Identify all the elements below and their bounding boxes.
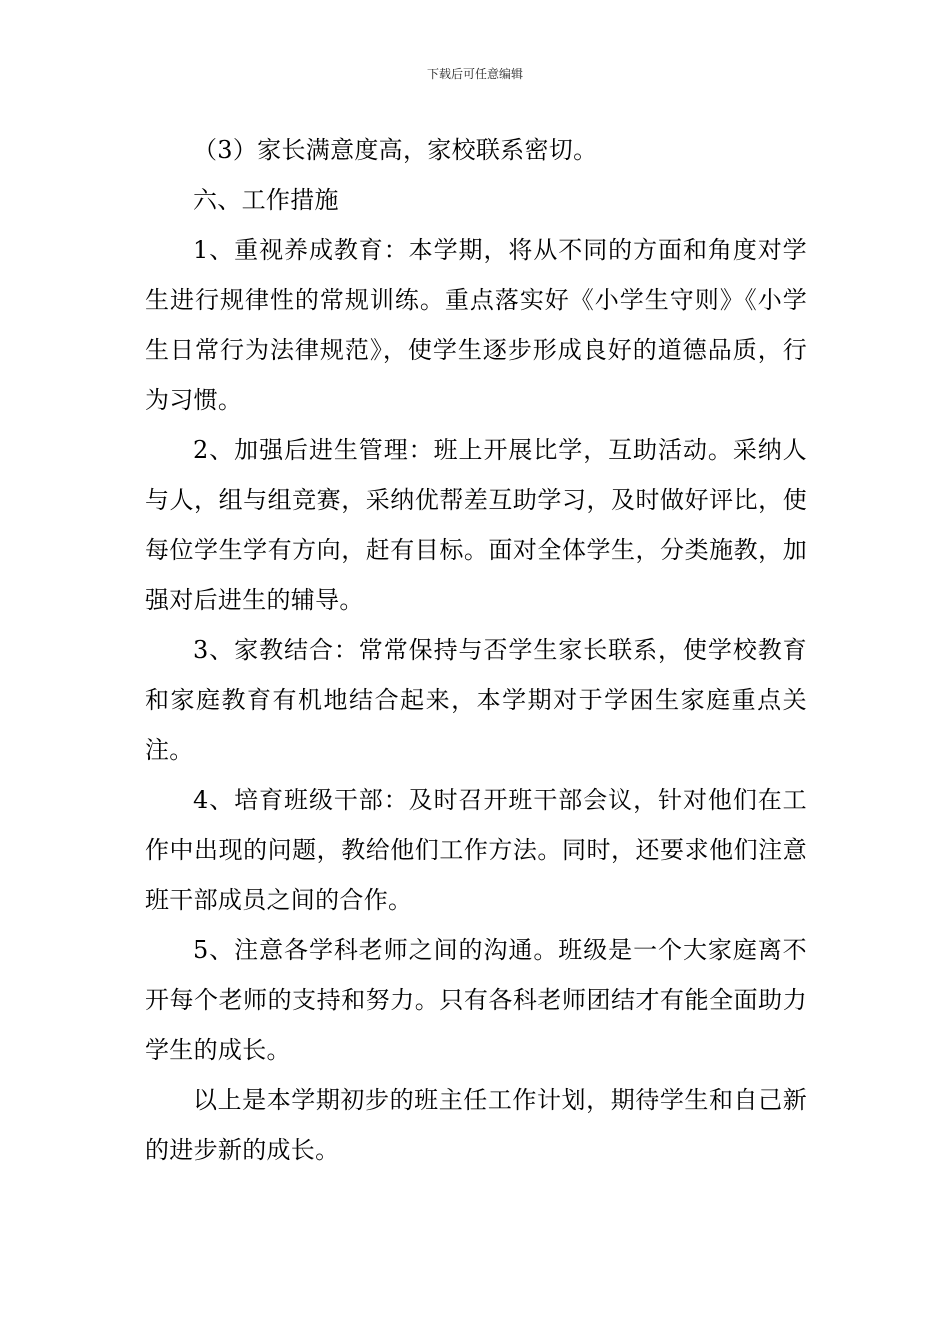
paragraph-measure-4: 4、培育班级干部：及时召开班干部会议，针对他们在工作中出现的问题，教给他们工作方法。同时，还要求他们注意班干部成员之间的合作。 (145, 786, 807, 914)
paragraph-measure-1: 1、重视养成教育：本学期，将从不同的方面和角度对学生进行规律性的常规训练。重点落实好《小学生守则》《小学生日常行为法律规范》，使学生逐步形成良好的道德品质，行为习惯。 (145, 236, 807, 414)
paragraph-measure-5: 5、注意各学科老师之间的沟通。班级是一个大家庭离不开每个老师的支持和努力。只有各科老师团结才有能全面助力学生的成长。 (145, 936, 807, 1064)
header-note: 下载后可任意编辑 (426, 67, 523, 81)
paragraph-conclusion: 以上是本学期初步的班主任工作计划，期待学生和自己新的进步新的成长。 (145, 1086, 807, 1164)
paragraph-satisfaction: （3）家长满意度高，家校联系密切。 (193, 136, 598, 164)
paragraph-measure-3: 3、家教结合：常常保持与否学生家长联系，使学校教育和家庭教育有机地结合起来，本学期对于学困生家庭重点关注。 (145, 636, 807, 764)
paragraph-measure-2: 2、加强后进生管理：班上开展比学，互助活动。采纳人与人，组与组竞赛，采纳优帮差互助学习，及时做好评比，使每位学生学有方向，赶有目标。面对全体学生，分类施教，加强对后进生的辅导。 (145, 436, 807, 614)
document-body (145, 125, 807, 1175)
section-heading-measures: 六、工作措施 (193, 186, 339, 214)
